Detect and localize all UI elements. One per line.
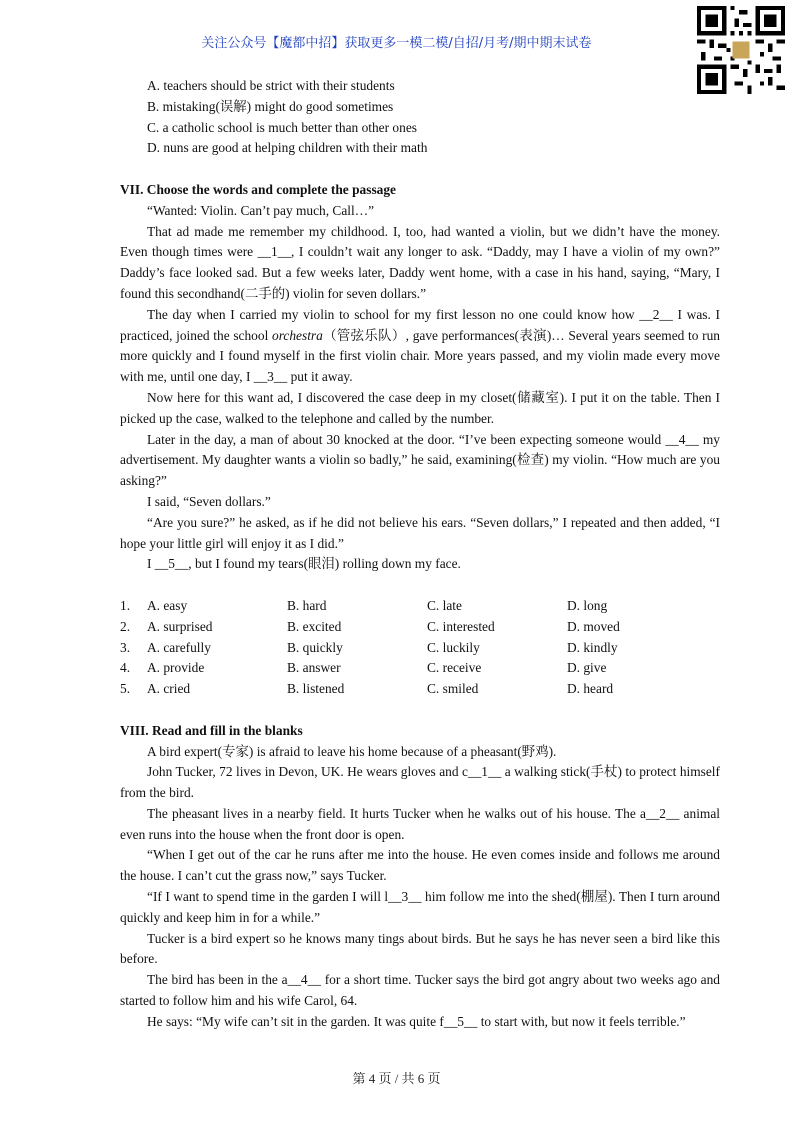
prev-option-a: A. teachers should be strict with their students [147,78,395,93]
choice-number: 4. [120,660,131,676]
section8-title: VIII. Read and fill in the blanks [120,722,303,738]
document-body [120,76,720,1033]
s7-paragraph-2: That ad made me remember my childhood. I, too, had wanted a violin, but we didn’t have the money. Even though times were __1__, I couldn’t wait any longer to ask. “Daddy, may I have a violin of my own?” Daddy’s face looked sad. But a few weeks later, Daddy went home, with a case in his hand, saying, “Mary, I found this secondhand(二手的) violin for seven dollars.” [120,223,720,301]
s8-paragraph-7: The bird has been in the a__4__ for a short time. Tucker says the bird got angry about two weeks ago and started to follow him and his wife Carol, 64. [120,972,720,1009]
s7-p3-part-a: The day when I carried my violin to school for my first lesson no one could know how __2__ I was. I practiced, joined the school [120,306,720,343]
s7-paragraph-7: “Are you sure?” he asked, as if he did not believe his ears. “Seven dollars,” I repeated and then added, “I hope your little girl will enjoy it as I did.” [120,514,720,551]
choice-c: C. interested [427,618,495,634]
choice-number: 1. [120,597,131,613]
prev-option-c: C. a catholic school is much better than other ones [147,119,417,135]
choice-a: A. surprised [147,618,213,634]
s7-paragraph-6: I said, “Seven dollars.” [147,493,271,509]
choice-row [120,596,720,617]
choice-b: B. hard [287,597,327,613]
choice-row [120,679,720,700]
prev-option-b: B. mistaking(误解) might do good sometimes [147,98,394,114]
choice-row [120,638,720,659]
choice-a: A. provide [147,660,205,676]
choice-row [120,617,720,638]
s8-paragraph-3: The pheasant lives in a nearby field. It hurts Tucker when he walks out of his house. The a__2__ animal even runs into the house when the front door is open. [120,805,720,842]
choice-c: C. receive [427,660,482,676]
choice-b: B. excited [287,618,342,634]
choice-a: A. easy [147,597,188,613]
choice-a: A. carefully [147,639,211,655]
prev-option-d: D. nuns are good at helping children with their math [147,140,428,156]
choice-b: B. listened [287,681,345,697]
s8-paragraph-4: “When I get out of the car he runs after me into the house. He even comes inside and follows me around the house. I can’t cut the grass now,” says Tucker. [120,847,720,884]
choice-row [120,658,720,679]
s7-paragraph-4: Now here for this want ad, I discovered the case deep in my closet(储藏室). I put it on the table. Then I picked up the case, walked to the telephone and called by the number. [120,389,720,426]
choice-b: B. quickly [287,639,343,655]
choice-number: 2. [120,618,131,634]
s8-paragraph-5: “If I want to spend time in the garden I will l__3__ him follow me into the shed(棚屋). Then I turn around quickly and keep him in for a while.” [120,889,720,925]
choice-d: D. give [567,660,607,676]
choice-number: 3. [120,639,131,655]
choice-c: C. luckily [427,639,480,655]
choice-c: C. late [427,597,462,613]
s8-paragraph-6: Tucker is a bird expert so he knows many tings about birds. But he says he has never seen a bird like this before. [120,930,720,967]
s7-paragraph-1: “Wanted: Violin. Can’t pay much, Call…” [147,202,375,218]
s8-paragraph-1: A bird expert(专家) is afraid to leave his home because of a pheasant(野鸡). [147,743,557,759]
header-banner: 关注公众号【魔都中招】获取更多一模二模/自招/月考/期中期末试卷 [201,36,592,51]
choice-d: D. heard [567,681,614,697]
s7-paragraph-8: I __5__, but I found my tears(眼泪) rolling down my face. [147,556,461,572]
s7-p3-italic: orchestra [272,327,323,343]
s7-paragraph-5: Later in the day, a man of about 30 knocked at the door. “I’ve been expecting someone would __4__ my advertisement. My daughter wants a violin so badly,” he said, examining(检查) my violin. “How much are you asking?” [120,431,720,489]
choice-d: D. moved [567,618,620,634]
choice-a: A. cried [147,681,191,697]
s8-paragraph-2: John Tucker, 72 lives in Devon, UK. He wears gloves and c__1__ a walking stick(手杖) to protect himself from the bird. [120,764,720,801]
choice-d: D. long [567,597,608,613]
s7-paragraph-3 [120,305,720,388]
choice-number: 5. [120,681,131,697]
choice-d: D. kindly [567,639,618,655]
s7-p3-part-b: （管弦乐队）, gave performances(表演)… Several years seemed to run more quickly and I found myself in the first violin chair. More years passed, and my violin made every move with me, until one day, I __3__ put it away. [120,327,720,385]
choice-c: C. smiled [427,681,479,697]
s8-paragraph-8: He says: “My wife can’t sit in the garden. It was quite f__5__ to start with, but now it feels terrible.” [147,1013,686,1029]
page-number: 第 4 页 / 共 6 页 [352,1071,441,1086]
section7-title: VII. Choose the words and complete the passage [120,181,396,197]
choice-b: B. answer [287,660,341,676]
